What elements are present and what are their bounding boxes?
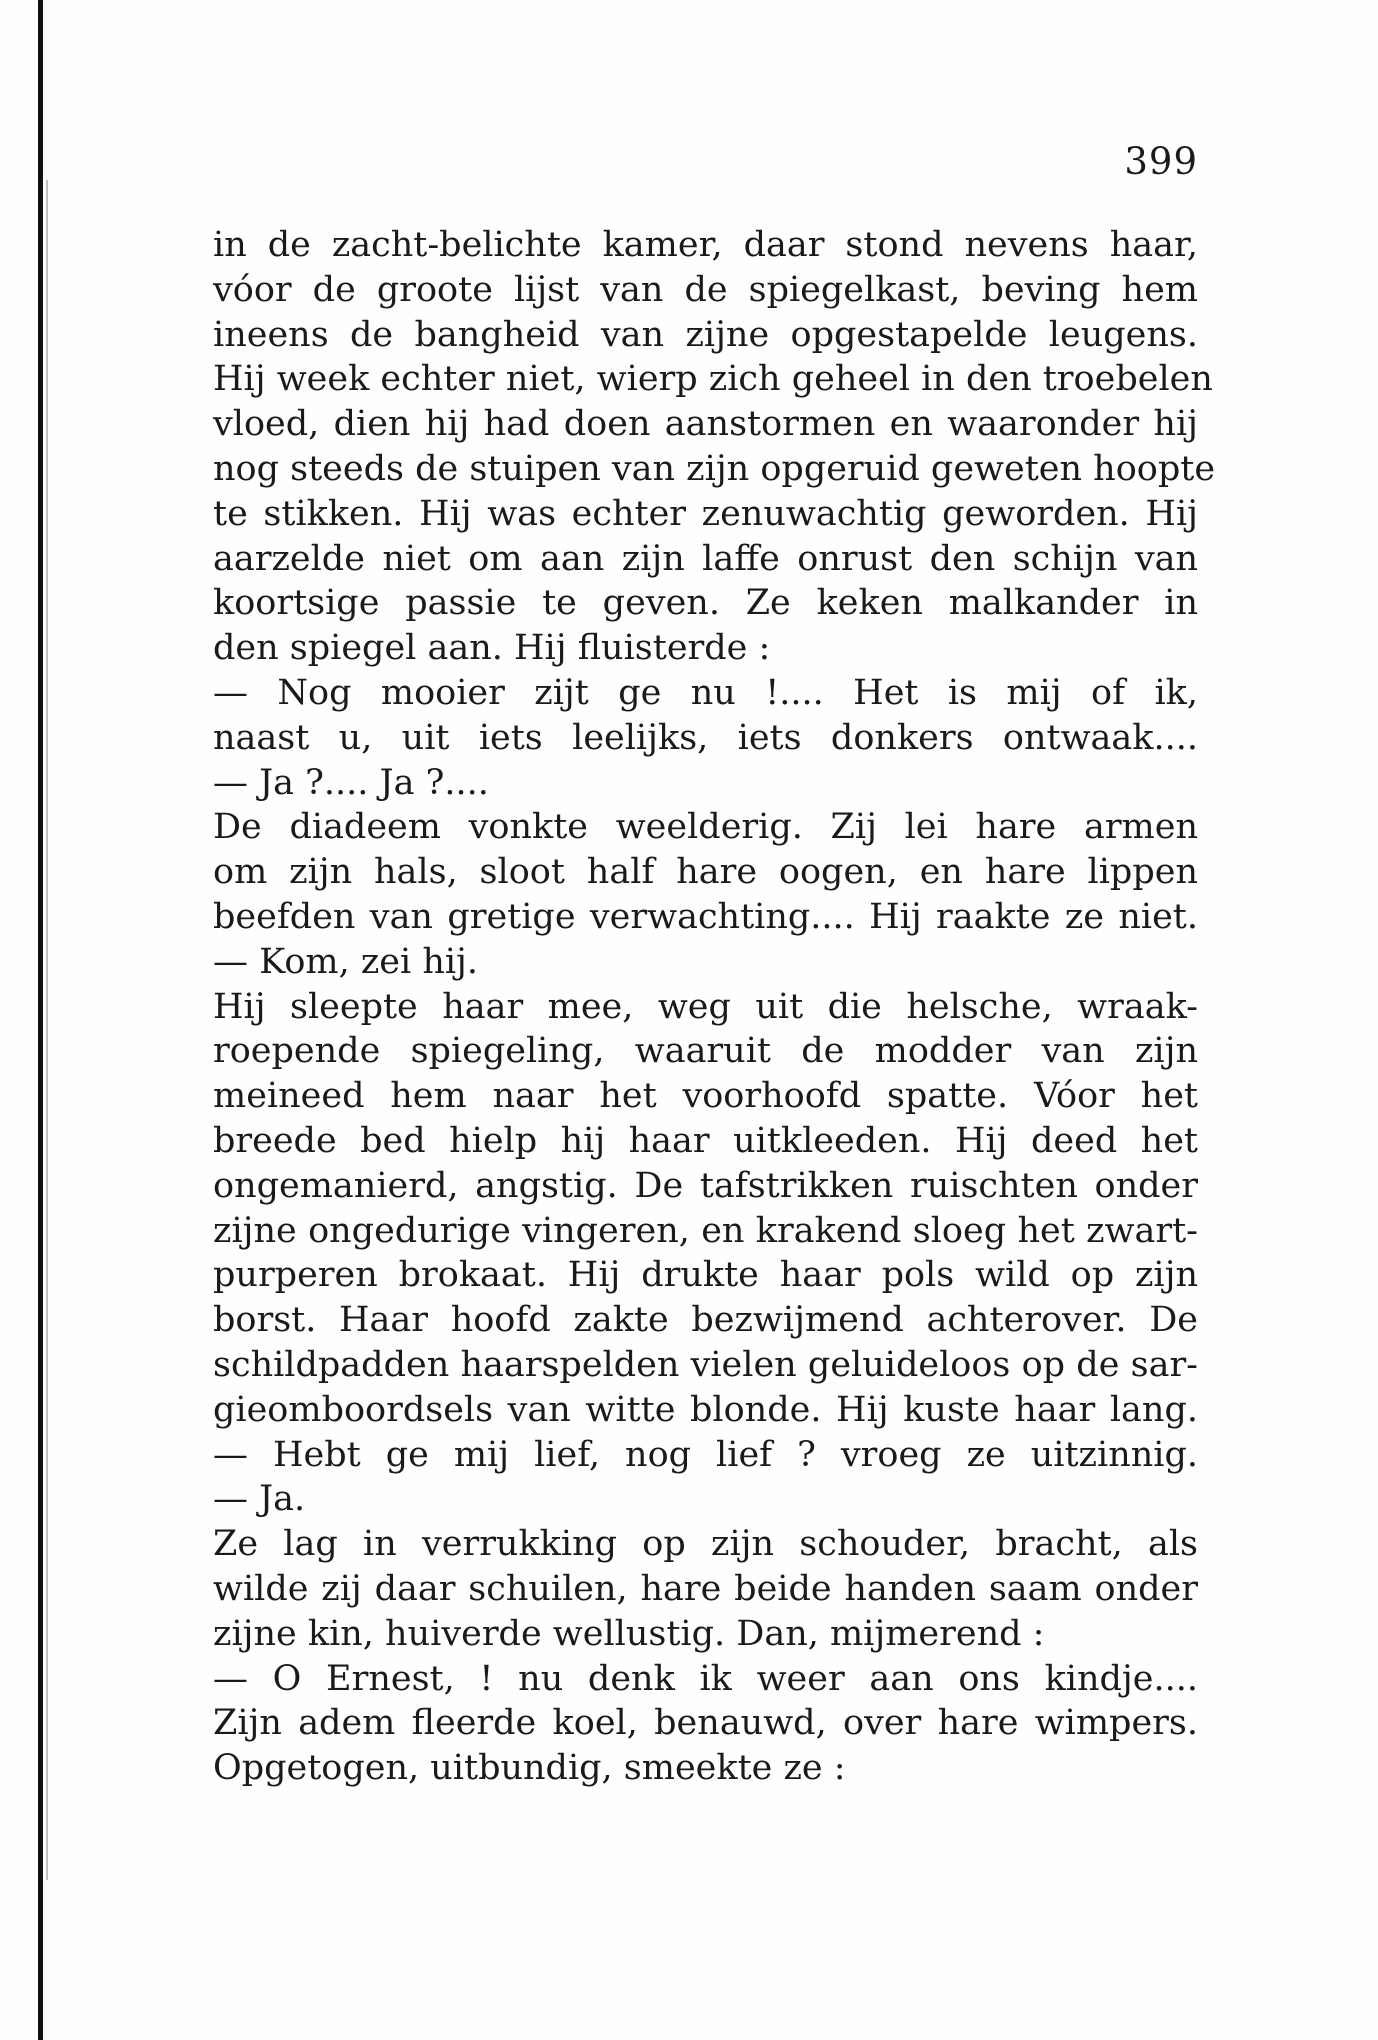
text-line-19: roepende spiegeling, waaruit de modder van zijn	[213, 1031, 1198, 1072]
text-line-34: Zijn adem fleerde koel, benauwd, over hare wimpers.	[213, 1703, 1198, 1744]
text-line-6: nog steeds de stuipen van zijn opgeruid geweten hoopte	[213, 448, 1216, 489]
text-line-21: breede bed hielp hij haar uitkleeden. Hij deed het	[213, 1120, 1198, 1161]
text-line-8: aarzelde niet om aan zijn laffe onrust den schijn van	[213, 538, 1198, 579]
text-line-9: koortsige passie te geven. Ze keken malkander in	[213, 583, 1198, 624]
text-line-27: gieomboordsels van witte blonde. Hij kuste haar lang.	[213, 1389, 1198, 1430]
text-line-5: vloed, dien hij had doen aanstormen en waaronder hij	[213, 404, 1198, 445]
body-text	[213, 223, 1216, 1791]
text-line-12: naast u, uit iets leelijks, iets donkers ontwaak....	[213, 717, 1198, 758]
text-line-2: vóor de groote lijst van de spiegelkast, beving hem	[213, 269, 1198, 310]
text-line-30: Ze lag in verrukking op zijn schouder, bracht, als	[213, 1524, 1198, 1565]
text-line-24: purperen brokaat. Hij drukte haar pols wild op zijn	[213, 1255, 1198, 1296]
page-number: 399	[1124, 140, 1198, 183]
text-line-22: ongemanierd, angstig. De tafstrikken ruischten onder	[213, 1165, 1198, 1206]
text-line-3: ineens de bangheid van zijne opgestapelde leugens.	[213, 314, 1198, 355]
text-line-26: schildpadden haarspelden vielen geluideloos op de sar-	[213, 1344, 1198, 1385]
text-line-25: borst. Haar hoofd zakte bezwijmend achterover. De	[213, 1300, 1198, 1341]
binding-edge-shadow	[46, 180, 48, 1880]
text-line-20: meineed hem naar het voorhoofd spatte. Vóor het	[213, 1076, 1198, 1117]
text-line-4: Hij week echter niet, wierp zich geheel in den troebelen	[213, 359, 1213, 400]
text-line-33: — O Ernest, ! nu denk ik weer aan ons kindje....	[213, 1658, 1198, 1699]
text-line-28: — Hebt ge mij lief, nog lief ? vroeg ze uitzinnig.	[213, 1434, 1198, 1475]
text-line-17: — Kom, zei hij.	[213, 941, 479, 982]
text-line-1: in de zacht-belichte kamer, daar stond nevens haar,	[213, 225, 1198, 265]
text-line-29: — Ja.	[213, 1479, 306, 1520]
text-line-7: te stikken. Hij was echter zenuwachtig geworden. Hij	[213, 493, 1198, 534]
text-line-31: wilde zij daar schuilen, hare beide handen saam onder	[213, 1568, 1198, 1609]
text-line-16: beefden van gretige verwachting.... Hij raakte ze niet.	[213, 896, 1198, 937]
text-line-10: den spiegel aan. Hij fluisterde :	[213, 628, 771, 669]
text-line-23: zijne ongedurige vingeren, en krakend sloeg het zwart-	[213, 1210, 1198, 1251]
text-line-32: zijne kin, huiverde wellustig. Dan, mijmerend :	[213, 1613, 1045, 1654]
text-line-13: — Ja ?.... Ja ?....	[213, 762, 489, 803]
text-line-15: om zijn hals, sloot half hare oogen, en hare lippen	[213, 852, 1198, 893]
text-line-14: De diadeem vonkte weelderig. Zij lei hare armen	[213, 807, 1198, 848]
text-line-11: — Nog mooier zijt ge nu !.... Het is mij of ik,	[213, 672, 1198, 713]
binding-edge	[38, 0, 43, 2040]
text-line-18: Hij sleepte haar mee, weg uit die helsche, wraak-	[213, 986, 1198, 1027]
text-line-35: Opgetogen, uitbundig, smeekte ze :	[213, 1748, 846, 1789]
